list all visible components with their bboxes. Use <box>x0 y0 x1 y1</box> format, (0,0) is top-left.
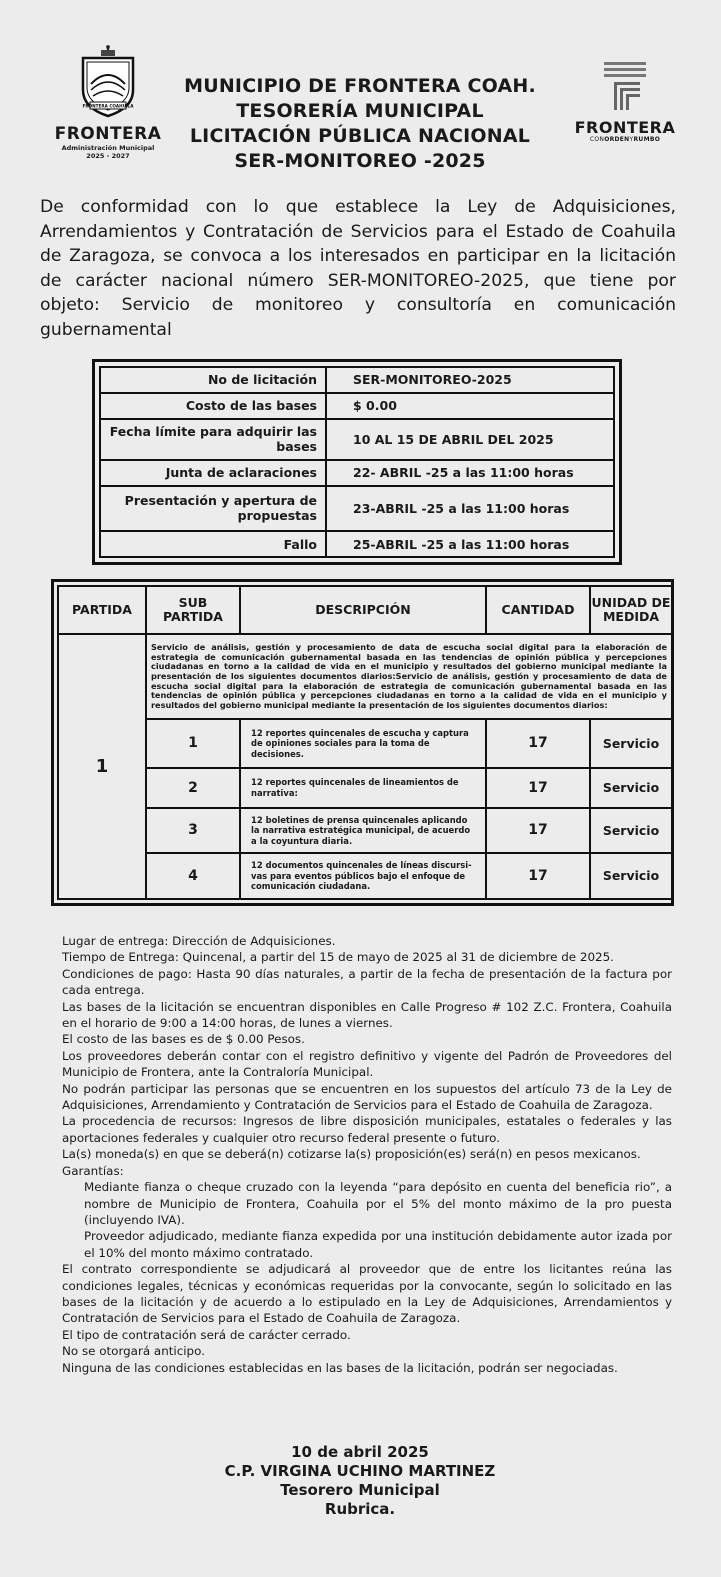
summary-row <box>100 393 614 419</box>
table-row <box>58 634 672 719</box>
summary-value: $ 0.00 <box>326 393 614 419</box>
tender-summary-table <box>92 359 622 565</box>
summary-label: Presentación y apertura de propuestas <box>100 486 326 531</box>
guarantee-line: Proveedor adjudicado, mediante fianza expedida por una institución debidamente autor izada por el 10% del monto máximo contratado. <box>84 1229 672 1260</box>
signature-date: 10 de abril 2025 <box>291 1443 429 1461</box>
signature-title: Tesorero Municipal <box>280 1481 440 1499</box>
guarantee-line: Mediante fianza o cheque cruzado con la leyenda “para depósito en cuenta del beneficia rio”, a nombre de Municipio de Frontera, Coahuila por el 5% del monto máximo de la pro puesta (incluyendo IVA). <box>84 1180 672 1227</box>
summary-row <box>100 486 614 531</box>
items-table <box>51 579 674 906</box>
condition-line: Garantías: <box>62 1163 124 1178</box>
sub-partida-4: 4 <box>146 853 240 899</box>
summary-row <box>100 367 614 393</box>
table-row <box>58 853 672 899</box>
summary-label: Fecha límite para adquirir las bases <box>100 419 326 460</box>
sub-partida-3: 3 <box>146 808 240 852</box>
header-cantidad: CANTIDAD <box>486 586 590 634</box>
quantity-2: 17 <box>486 768 590 808</box>
frontera-slogan-logo <box>560 58 690 143</box>
condition-line: El costo de las bases es de $ 0.00 Pesos. <box>62 1032 305 1047</box>
right-brand-slogan: CONORDENYRUMBO <box>589 136 661 143</box>
summary-row <box>100 531 614 557</box>
quantity-1: 17 <box>486 719 590 767</box>
quantity-4: 17 <box>486 853 590 899</box>
table-row <box>58 808 672 852</box>
condition-line: Las bases de la licitación se encuentran disponibles en Calle Progreso # 102 Z.C. Frontera, Coahuila en el horario de 9:00 a 14:00 horas, de lunes a viernes. <box>62 999 672 1031</box>
frontera-mark-icon <box>600 58 650 114</box>
header-line-3: LICITACIÓN PÚBLICA NACIONAL <box>189 125 531 147</box>
header-title <box>170 74 550 174</box>
signature-block <box>170 1443 550 1519</box>
quantity-3: 17 <box>486 808 590 852</box>
summary-label: No de licitación <box>100 367 326 393</box>
sub-partida-2: 2 <box>146 768 240 808</box>
summary-value: 22- ABRIL -25 a las 11:00 horas <box>326 460 614 486</box>
table-row <box>58 719 672 767</box>
closing-line: El contrato correspondiente se adjudicará al proveedor que de entre los licitantes reúna las condiciones legales, técnicas y económicas requeridas por la convocante, según lo solicitado en las bases de la licitación y de acuerdo a lo estipulado en la Ley de Adquisiciones, Arrendamientos y Contratación de Servicios para el Estado de Coahuila de Zaragoza. <box>62 1262 672 1326</box>
unit-1: Servicio <box>590 719 672 767</box>
summary-label: Junta de aclaraciones <box>100 460 326 486</box>
condition-line: No podrán participar las personas que se encuentren en los supuestos del artículo 73 de la Ley de Adquisiciones, Arrendamiento y Contratación de Servicios para el Estado de Coahuila de Zaragoza. <box>62 1081 672 1113</box>
condition-line: Tiempo de Entrega: Quincenal, a partir del 15 de mayo de 2025 al 31 de diciembre de 2025. <box>62 950 614 965</box>
header-line-2: TESORERÍA MUNICIPAL <box>236 100 484 122</box>
frontera-administration-logo <box>52 44 164 160</box>
header-partida: PARTIDA <box>58 586 146 634</box>
general-description: Servicio de análisis, gestión y procesamiento de data de escucha social digital para la elaboración de estrategia de comunicación gubernamental basada en las tendencias de opinión pública y percepciones ciudadanas en torno a la calidad de vida en el municipio y resultados del gobierno municipal mediante la presentación de los siguientes documentos diarios:Servicio de análisis, gestión y procesamiento de data de escucha social digital para la elaboración de estrategia de comunicación gubernamental basada en las tendencias de opinión pública y percepciones ciudadanas en torno a la calidad de vida en el municipio y resultados del gobierno municipal mediante la presentación de los siguientes documentos diarios: <box>146 634 672 719</box>
condition-line: Los proveedores deberán contar con el registro definitivo y vigente del Padrón de Proveedores del Municipio de Frontera, ante la Contraloría Municipal. <box>62 1048 672 1080</box>
item-description-2: 12 reportes quincenales de lineamientos de narrativa: <box>240 768 486 808</box>
conditions-text <box>62 933 672 1376</box>
summary-value: 23-ABRIL -25 a las 11:00 horas <box>326 486 614 531</box>
left-brand-name: FRONTERA <box>54 124 162 144</box>
table-row <box>58 768 672 808</box>
condition-line: Lugar de entrega: Dirección de Adquisiciones. <box>62 934 336 948</box>
summary-row <box>100 460 614 486</box>
partida-number: 1 <box>58 634 146 899</box>
header-sub-partida: SUB PARTIDA <box>146 586 240 634</box>
header-line-1: MUNICIPIO DE FRONTERA COAH. <box>184 75 536 97</box>
intro-paragraph: De conformidad con lo que establece la Ley de Adquisiciones, Arrendamientos y Contratación de Servicios para el Estado de Coahuila de Zaragoza, se convoca a los interesados en participar en la licitación de carácter nacional número SER-MONITOREO-2025, que tiene por objeto: Servicio de monitoreo y consultoría en comunicación gubernamental <box>40 197 676 340</box>
signature-note: Rubrica. <box>324 1500 396 1518</box>
condition-line: Condiciones de pago: Hasta 90 días naturales, a partir de la fecha de presentación de la factura por cada entrega. <box>62 966 672 998</box>
left-brand-sub2: 2025 - 2027 <box>86 152 130 160</box>
left-brand-sub1: Administración Municipal <box>61 144 155 152</box>
summary-label: Costo de las bases <box>100 393 326 419</box>
right-brand-name: FRONTERA <box>574 118 676 137</box>
summary-row <box>100 419 614 460</box>
crest-text: FRONTERA COAHUILA <box>82 103 134 109</box>
item-description-1: 12 reportes quincenales de escucha y captura de opiniones sociales para la toma de decisiones. <box>240 719 486 767</box>
sub-partida-1: 1 <box>146 719 240 767</box>
summary-value: SER-MONITOREO-2025 <box>326 367 614 393</box>
summary-label: Fallo <box>100 531 326 557</box>
unit-3: Servicio <box>590 808 672 852</box>
header-descripcion: DESCRIPCIÓN <box>240 586 486 634</box>
header-unidad: UNIDAD DE MEDIDA <box>590 586 672 634</box>
table-header-row <box>58 586 672 634</box>
closing-line: El tipo de contratación será de carácter cerrado. <box>62 1327 351 1342</box>
header-line-4: SER-MONITOREO -2025 <box>234 150 486 172</box>
condition-line: La procedencia de recursos: Ingresos de libre disposición municipales, estatales o federales y las aportaciones federales y cualquier otro recurso federal presente o futuro. <box>62 1114 672 1145</box>
summary-value: 25-ABRIL -25 a las 11:00 horas <box>326 531 614 557</box>
signature-name: C.P. VIRGINA UCHINO MARTINEZ <box>224 1462 496 1480</box>
closing-line: Ninguna de las condiciones establecidas en las bases de la licitación, podrán ser negociadas. <box>62 1360 618 1375</box>
unit-4: Servicio <box>590 853 672 899</box>
unit-2: Servicio <box>590 768 672 808</box>
condition-line: La(s) moneda(s) en que se deberá(n) cotizarse la(s) proposición(es) será(n) en pesos mexicanos. <box>62 1147 641 1162</box>
municipal-crest-icon <box>77 44 139 118</box>
item-description-4: 12 documentos quincenales de líneas discursi-vas para eventos públicos bajo el enfoque de comunicación ciudadana. <box>240 853 486 899</box>
closing-line: No se otorgará anticipo. <box>62 1344 205 1359</box>
summary-value: 10 AL 15 DE ABRIL DEL 2025 <box>326 419 614 460</box>
item-description-3: 12 boletines de prensa quincenales aplicando la narrativa estratégica municipal, de acuerdo a la coyuntura diaria. <box>240 808 486 852</box>
